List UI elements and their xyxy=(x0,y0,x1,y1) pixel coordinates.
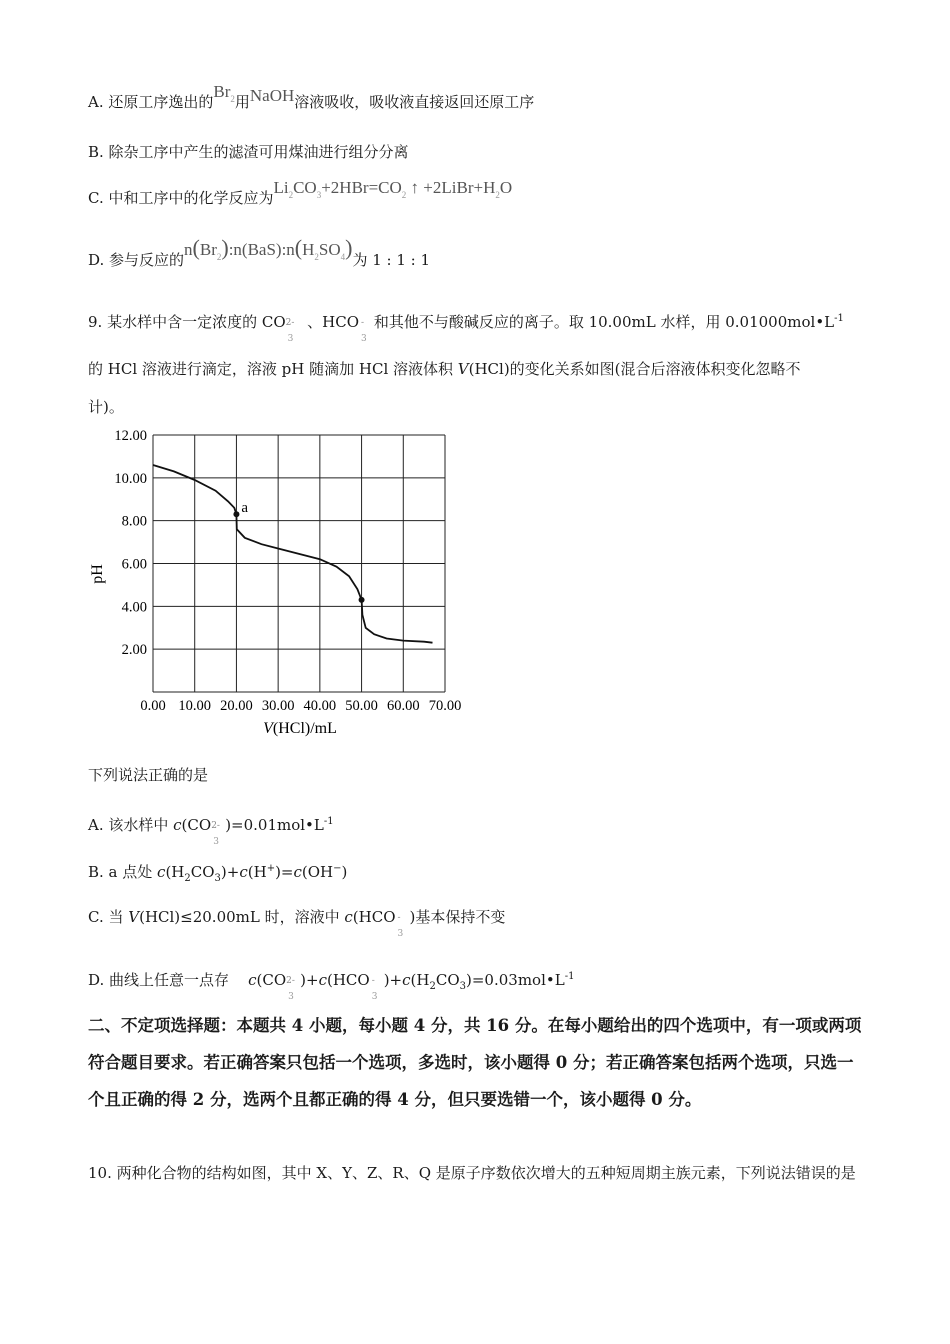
x-tick-label: 50.00 xyxy=(345,698,378,714)
q9-option-d: D. 曲线上任意一点存 c(CO 2- 3 )+c(HCO - 3 )$+c(H_2CO_3)=0.03mol•L^{-1}$ xyxy=(88,971,575,1002)
y-tick-label: 4.00 xyxy=(121,599,147,616)
x-tick-label: 20.00 xyxy=(220,698,253,714)
q9-option-b: B. a 点处 $c(H_2CO_3)+c(H^+)=c(OH^-)$ xyxy=(88,863,348,884)
equation-b: $c(H_2CO_3)+c(H^+)=c(OH^-)$ xyxy=(157,863,348,884)
q10-stem: 10. 两种化合物的结构如图，其中 X、Y、Z、R、Q 是原子序数依次增大的五种短周期主族元素，下列说法错误的是 xyxy=(88,1164,856,1182)
q9-option-c: C. 当 V(HCl)≤20.00mL 时，溶液中 c(HCO - 3 )基本保持不变 xyxy=(88,908,506,939)
formula-ratio: $n(Br_2):n(BaS):n(H_2SO_4)$ xyxy=(184,235,353,262)
section2-heading: 二、不定项选择题：本题共 4 小题，每小题 4 分，共 16 分。在每小题给出的四个选项中，有一项或两项符合题目要求。若正确答案只包括一个选项，多选时，该小题得 0 分；若正确答案包括两个选项，只选一个且正确的得 2 分，选两个且都正确的得 4 分，但只要选错一个，该小题得 0 分。 xyxy=(88,1016,862,1109)
y-axis-label: pH xyxy=(89,564,106,584)
q8-option-a: A. 还原工序逸出的$Br_2$用NaOH溶液吸收，吸收液直接返回还原工序 xyxy=(88,82,535,111)
x-axis-label: V(HCl)/mL xyxy=(263,720,337,737)
y-tick-label: 8.00 xyxy=(121,513,147,530)
formula-naoh: NaOH xyxy=(249,86,295,105)
x-tick-label: 10.00 xyxy=(178,698,212,714)
formula-neutralization: $Li_2CO_3+2HBr=CO_2$ ↑ $+2LiBr+H_2O$ xyxy=(273,178,513,200)
equation-d: c(CO 2- 3 )+c(HCO - 3 )$+c(H_2CO_3)=0.03mol•L^{-1}$ xyxy=(248,971,575,1002)
q9-option-a: A. 该水样中 c(CO 2- 3 )$=0.01mol•L^{-1}$ xyxy=(88,816,334,847)
x-tick-label: 70.00 xyxy=(428,698,462,714)
x-tick-label: 40.00 xyxy=(303,698,337,714)
x-tick-label: 0.00 xyxy=(140,698,166,714)
x-tick-label: 60.00 xyxy=(386,698,420,714)
q9-stem-line3: 计)。 xyxy=(88,398,124,416)
point-label: a xyxy=(241,500,249,517)
q9-stem-line1: 9. 某水样中含一定浓度的 CO 2- 3 、HCO - 3 和其他不与酸碱反应的离子。取 10.00mL 水样，用 $0.01000mol•L^{-1}$ xyxy=(88,313,844,344)
q8-option-c: C. 中和工序中的化学反应为$Li_2CO_3+2HBr=CO_2$ ↑ $+2LiBr+H_2O$ xyxy=(88,178,513,207)
ph-titration-chart xyxy=(80,422,480,742)
y-tick-label: 6.00 xyxy=(121,556,147,573)
y-tick-label: 2.00 xyxy=(121,642,147,659)
q8-option-d: D. 参与反应的$n(Br_2):n(BaS):n(H_2SO_4)$为 1 : 1 : 1 xyxy=(88,235,431,269)
q9-question: 下列说法正确的是 xyxy=(88,766,209,784)
q8-option-b: B. 除杂工序中产生的滤渣可用煤油进行组分分离 xyxy=(88,143,409,161)
curve-point xyxy=(233,511,239,517)
x-tick-label: 30.00 xyxy=(261,698,295,714)
y-tick-label: 10.00 xyxy=(114,470,147,487)
q9-stem-line2: 的 HCl 溶液进行滴定，溶液 pH 随滴加 HCl 溶液体积 V(HCl)的变化关系如图(混合后溶液体积变化忽略不 xyxy=(88,360,801,378)
formula-br2: $Br_2$ xyxy=(213,82,235,104)
y-tick-label: 12.00 xyxy=(114,428,147,444)
curve-point xyxy=(359,597,365,603)
